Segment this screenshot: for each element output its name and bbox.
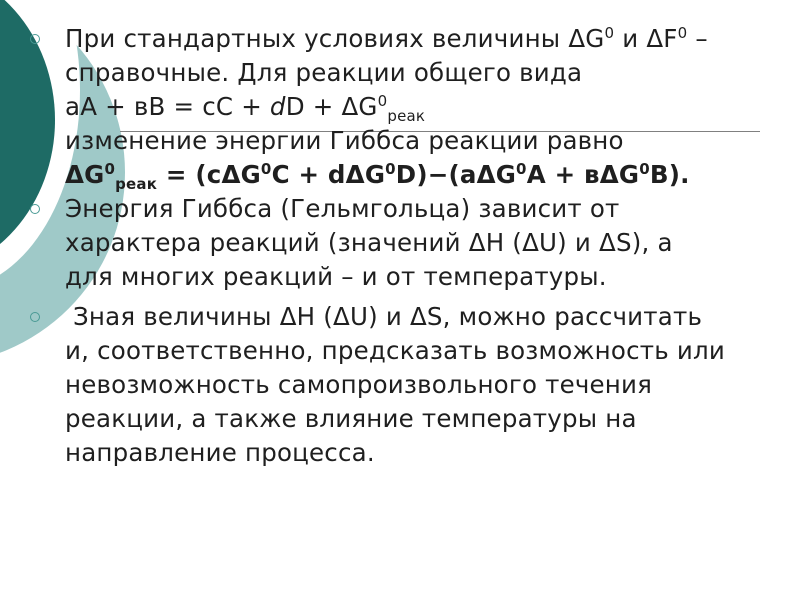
bullet-standard-conditions: [30, 22, 790, 192]
text-line: для многих реакций – и от температуры.: [65, 262, 607, 291]
bullet-prediction: [30, 300, 790, 470]
circle-bullet-icon: [30, 34, 40, 44]
slide-content: [30, 22, 790, 470]
text-line: Энергия Гиббса (Гельмгольца) зависит от: [65, 194, 620, 223]
text-line: направление процесса.: [65, 438, 375, 467]
circle-bullet-icon: [30, 312, 40, 322]
reaction-equation: аА + вВ = сС + dD + $\Delta G^0_{реак}$: [65, 92, 426, 125]
gibbs-formula: $\Delta G^0_{реак} = (с\Delta G^0C + d\Delta G^0D)-(a\Delta G^0A + в\Delta G^0B)$.: [65, 160, 690, 193]
text-line: изменение энергии Гиббса реакции равно: [65, 126, 624, 155]
bullet-gibbs-dependence: [30, 192, 790, 294]
circle-bullet-icon: [30, 204, 40, 214]
text-line: Зная величины ΔH (ΔU) и ΔS, можно рассчитать: [65, 302, 703, 331]
text-line: невозможность самопроизвольного течения: [65, 370, 653, 399]
text-line: и, соответственно, предсказать возможность или: [65, 336, 725, 365]
text-line: реакции, а также влияние температуры на: [65, 404, 637, 433]
text-line: справочные. Для реакции общего вида: [65, 58, 583, 87]
text-line: При стандартных условиях величины $\Delta G^0$ и $\Delta F^0$ –: [65, 24, 708, 53]
text-line: характера реакций (значений ΔH (ΔU) и ΔS), а: [65, 228, 673, 257]
